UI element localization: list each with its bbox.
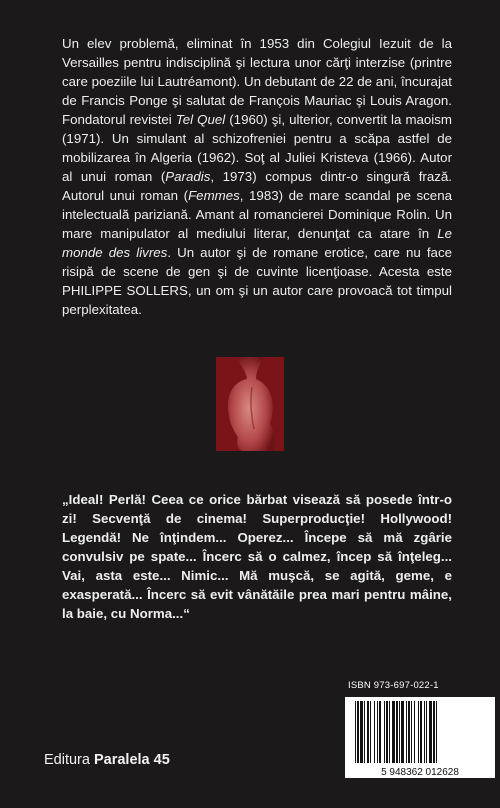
barcode-bar	[377, 701, 378, 763]
blurb-title-femmes: Femmes	[188, 188, 240, 203]
barcode-bar	[424, 701, 425, 763]
barcode-bar	[379, 701, 381, 763]
isbn-label: ISBN 973-697-022-1	[348, 680, 439, 691]
barcode-bar	[360, 701, 363, 763]
barcode	[345, 697, 495, 778]
blurb-title-tel-quel: Tel Quel	[175, 112, 226, 127]
barcode-bar	[357, 701, 359, 763]
barcode-bar	[364, 701, 365, 763]
back-cover-blurb	[62, 34, 452, 319]
cover-photo	[216, 357, 284, 451]
barcode-bar	[406, 701, 407, 763]
blurb-text: Un elev problemă, eliminat în 1953 din Colegiul Iezuit de la Versailles pentru indisciplină şi lectura unor cărţi interzise (printre care poeziile lui Lautréamont). Un debutant de 22 de ani, încurajat de Francis Ponge şi salutat de François Mauriac şi Louis Aragon. Fondatorul revistei	[62, 36, 452, 127]
barcode-bar	[411, 701, 412, 763]
blurb-title-paradis: Paradis	[165, 169, 211, 184]
barcode-bar	[433, 701, 435, 763]
barcode-graphic	[345, 697, 495, 778]
barcode-bar	[386, 701, 388, 763]
barcode-bar	[418, 701, 419, 763]
barcode-bar	[367, 701, 369, 763]
barcode-bar	[374, 701, 375, 763]
barcode-bar	[399, 701, 400, 763]
barcode-digits: 5 948362 012628	[381, 767, 459, 778]
barcode-bar	[408, 701, 410, 763]
barcode-bar	[401, 701, 404, 763]
barcode-bar	[420, 701, 422, 763]
blurb-text: , 1973) compus dintr-o singură frază. Autorul unui roman (	[62, 169, 452, 203]
barcode-bar	[370, 701, 371, 763]
blurb-text: . Un autor şi de romane erotice, care nu face risipă de scene de gen şi de cuvinte licenţioase. Acesta este PHILIPPE SOLLERS, un om şi un autor care provoacă tot timpul perplexitatea.	[62, 245, 452, 317]
barcode-bar	[389, 701, 390, 763]
nude-back-figure-icon	[216, 357, 284, 451]
barcode-bar	[414, 701, 415, 763]
publisher-name: Paralela 45	[93, 752, 170, 768]
barcode-bar	[384, 701, 385, 763]
barcode-bar	[355, 701, 356, 763]
barcode-bar	[396, 701, 398, 763]
barcode-bar	[426, 701, 427, 763]
publisher-prefix: Editura	[44, 752, 94, 768]
book-excerpt-quote: „Ideal! Perlă! Ceea ce orice bărbat visează să posede într-o zi! Secvenţă de cinema! Superproducţie! Hollywood! Legendă! Ne înţindem... Operez... Începe să mă zgârie convulsiv pe spate... Încerc să o calmez, încep să înţeleg... Vai, asta este... Nimic... Mă muşcă, se agită, geme, e exasperată... Încerc să evit vânătăile prea mari pentru mâine, la baie, cu Norma...“	[62, 492, 452, 621]
barcode-bar	[392, 701, 395, 763]
blurb-title-le-monde-des-livres: Le monde des livres	[62, 226, 452, 260]
blurb-text: (1960) şi, ulterior, convertit la maoism (1971). Un simulant al schizofreniei pentru a scăpa astfel de mobilizarea în Algeria (1962). Soţ al Juliei Kristeva (1966). Autor al unui roman (	[62, 112, 452, 184]
publisher-imprint	[44, 752, 170, 768]
blurb-text: , 1983) de mare scandal pe scena intelectuală pariziană. Amant al romancierei Dominique Rolin. Un mare manipulator al mediului literar, denunţat ca atare în	[62, 188, 452, 241]
barcode-bar	[436, 701, 437, 763]
barcode-bar	[429, 701, 432, 763]
